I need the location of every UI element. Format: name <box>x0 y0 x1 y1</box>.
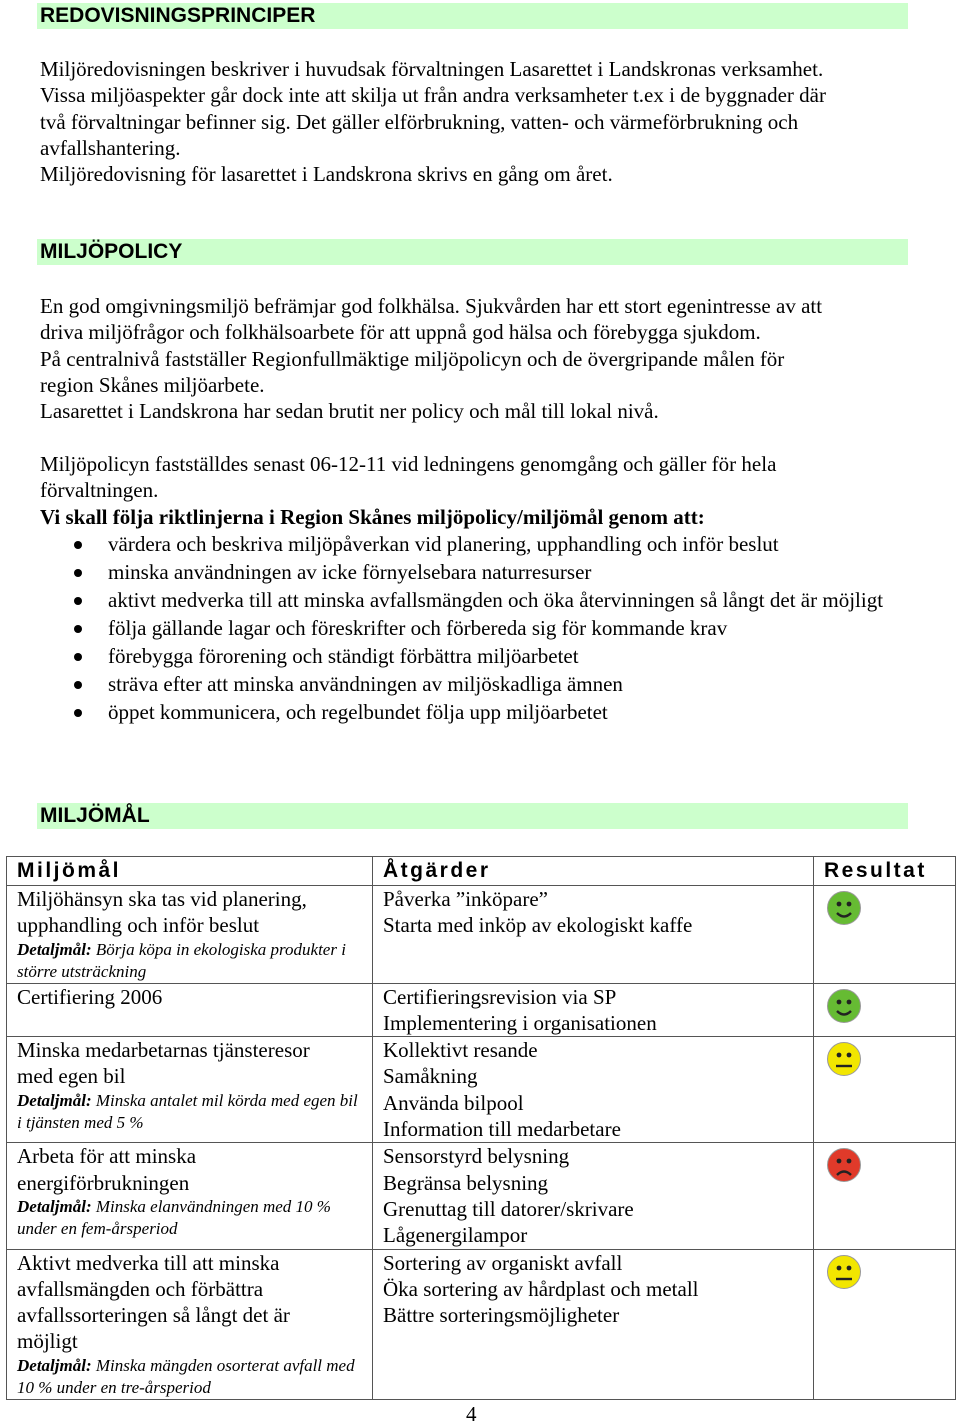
goal-text: energiförbrukningen <box>17 1170 190 1195</box>
list-item: öppet kommunicera, och regelbundet följa upp miljöarbetet <box>0 699 908 725</box>
action-text: Certifieringsrevision via SP <box>383 984 617 1009</box>
detail-text: Minska antalet mil körda med egen bil i tjänsten med 5 % <box>17 1090 358 1132</box>
action-text: Grenuttag till datorer/skrivare <box>383 1196 634 1221</box>
result-cell <box>814 886 956 984</box>
detail-goal <box>17 1196 364 1240</box>
goal-cell <box>7 983 373 1037</box>
action-text: Starta med inköp av ekologiskt kaffe <box>383 913 693 938</box>
detail-prefix: Detaljmål: <box>17 939 92 959</box>
goal-text: Aktivt medverka till att minska <box>17 1250 280 1275</box>
detail-text: Börja köpa in ekologiska produkter i större utsträckning <box>17 939 346 981</box>
list-item: förebygga förorening och ständigt förbättra miljöarbetet <box>0 643 908 669</box>
neutral-face-icon <box>826 1041 862 1077</box>
guidelines-list <box>0 531 960 727</box>
column-header-actions: Åtgärder <box>373 857 814 886</box>
table-row <box>7 983 956 1037</box>
action-text: Sortering av organiskt avfall <box>383 1250 623 1275</box>
table-row <box>7 1037 956 1143</box>
action-text: Påverka ”inköpare” <box>383 887 548 911</box>
actions-cell <box>373 1249 814 1399</box>
sad-face-icon <box>826 1147 862 1183</box>
goal-text: Miljöhänsyn ska tas vid planering, <box>17 887 307 911</box>
action-text: Implementering i organisationen <box>383 1010 657 1035</box>
action-text: Lågenergilampor <box>383 1223 528 1248</box>
result-cell <box>814 1037 956 1143</box>
bullet-icon <box>74 569 82 577</box>
result-cell <box>814 1249 956 1399</box>
goal-cell <box>7 1037 373 1143</box>
detail-prefix: Detaljmål: <box>17 1196 92 1216</box>
guidelines-lead: Vi skall följa riktlinjerna i Region Skånes miljöpolicy/miljömål genom att: <box>40 505 705 529</box>
detail-goal <box>17 1090 364 1134</box>
bullet-icon <box>74 653 82 661</box>
table-row <box>7 1249 956 1399</box>
goal-text: avfallssorteringen så långt det är <box>17 1303 290 1328</box>
table-row <box>7 886 956 984</box>
detail-goal <box>17 1355 364 1399</box>
list-item: aktivt medverka till att minska avfallsmängden och öka återvinningen så långt det är möjligt <box>0 587 908 613</box>
happy-face-icon <box>826 988 862 1024</box>
action-text: Använda bilpool <box>383 1090 524 1115</box>
list-item: sträva efter att minska användningen av miljöskadliga ämnen <box>0 671 908 697</box>
goal-cell <box>7 1249 373 1399</box>
table-row <box>7 1143 956 1249</box>
detail-text: Minska elanvändningen med 10 % under en fem-årsperiod <box>17 1196 331 1238</box>
paragraph-redovisning <box>40 56 920 187</box>
action-text: Samåkning <box>383 1064 478 1089</box>
actions-cell <box>373 886 814 984</box>
goal-text: möjligt <box>17 1329 78 1354</box>
action-text: Information till medarbetare <box>383 1117 621 1142</box>
text-line: två förvaltningar befinner sig. Det gäller elförbrukning, vatten- och värmeförbrukning och <box>40 109 799 134</box>
bullet-icon <box>74 709 82 717</box>
bullet-icon <box>74 681 82 689</box>
goal-cell <box>7 886 373 984</box>
bullet-icon <box>74 625 82 633</box>
result-cell <box>814 1143 956 1249</box>
heading-miljopolicy: MILJÖPOLICY <box>37 239 908 265</box>
heading-redovisningsprinciper: REDOVISNINGSPRINCIPER <box>37 3 908 29</box>
text-line: Lasarettet i Landskrona har sedan brutit ner policy och mål till lokal nivå. <box>40 399 659 424</box>
column-header-result: Resultat <box>814 857 956 886</box>
detail-goal <box>17 939 364 983</box>
detail-text: Minska mängden osorterat avfall med 10 % under en tre-årsperiod <box>17 1355 355 1397</box>
text-line: Miljöredovisning för lasarettet i Landskrona skrivs en gång om året. <box>40 162 613 187</box>
goals-table <box>6 856 956 1400</box>
action-text: Kollektivt resande <box>383 1038 538 1063</box>
action-text: Bättre sorteringsmöjligheter <box>383 1303 620 1328</box>
goal-cell <box>7 1143 373 1249</box>
action-text: Sensorstyrd belysning <box>383 1144 570 1169</box>
actions-cell <box>373 1037 814 1143</box>
text-line: Vissa miljöaspekter går dock inte att skilja ut från andra verksamheter t.ex i de byggnader där <box>40 83 826 108</box>
list-item: följa gällande lagar och föreskrifter och förbereda sig för kommande krav <box>0 615 908 641</box>
goal-text: Minska medarbetarnas tjänsteresor <box>17 1038 310 1063</box>
heading-miljomal: MILJÖMÅL <box>37 803 908 829</box>
goal-text: med egen bil <box>17 1064 126 1089</box>
text-line: driva miljöfrågor och folkhälsoarbete för att uppnå god hälsa och förebygga sjukdom. <box>40 320 761 345</box>
list-item: minska användningen av icke förnyelsebara naturresurser <box>0 559 908 585</box>
actions-cell <box>373 1143 814 1249</box>
column-header-goal: Miljömål <box>7 857 373 886</box>
bullet-icon <box>74 597 82 605</box>
paragraph-policy-date <box>40 451 920 504</box>
detail-prefix: Detaljmål: <box>17 1355 92 1375</box>
neutral-face-icon <box>826 1254 862 1290</box>
text-line: Miljöredovisningen beskriver i huvudsak förvaltningen Lasarettet i Landskronas verksamhet. <box>40 57 824 81</box>
page-number: 4 <box>466 1402 477 1426</box>
goal-text: Certifiering 2006 <box>17 984 163 1009</box>
goal-text: Arbeta för att minska <box>17 1144 197 1169</box>
goal-text: upphandling och inför beslut <box>17 913 260 938</box>
list-item: värdera och beskriva miljöpåverkan vid planering, upphandling och inför beslut <box>0 531 908 557</box>
text-line: avfallshantering. <box>40 135 181 160</box>
table-header-row <box>7 857 956 886</box>
goal-text: avfallsmängden och förbättra <box>17 1276 264 1301</box>
detail-prefix: Detaljmål: <box>17 1090 92 1110</box>
action-text: Begränsa belysning <box>383 1170 549 1195</box>
result-cell <box>814 983 956 1037</box>
happy-face-icon <box>826 890 862 926</box>
text-line: På centralnivå fastställer Regionfullmäktige miljöpolicyn och de övergripande målen för <box>40 346 785 371</box>
bullet-icon <box>74 541 82 549</box>
text-line: förvaltningen. <box>40 478 159 503</box>
text-line: Miljöpolicyn fastställdes senast 06-12-11 vid ledningens genomgång och gäller för hela <box>40 452 777 476</box>
paragraph-policy <box>40 293 920 424</box>
text-line: En god omgivningsmiljö befrämjar god folkhälsa. Sjukvården har ett stort egenintresse av att <box>40 294 823 318</box>
action-text: Öka sortering av hårdplast och metall <box>383 1276 699 1301</box>
actions-cell <box>373 983 814 1037</box>
text-line: region Skånes miljöarbete. <box>40 372 265 397</box>
